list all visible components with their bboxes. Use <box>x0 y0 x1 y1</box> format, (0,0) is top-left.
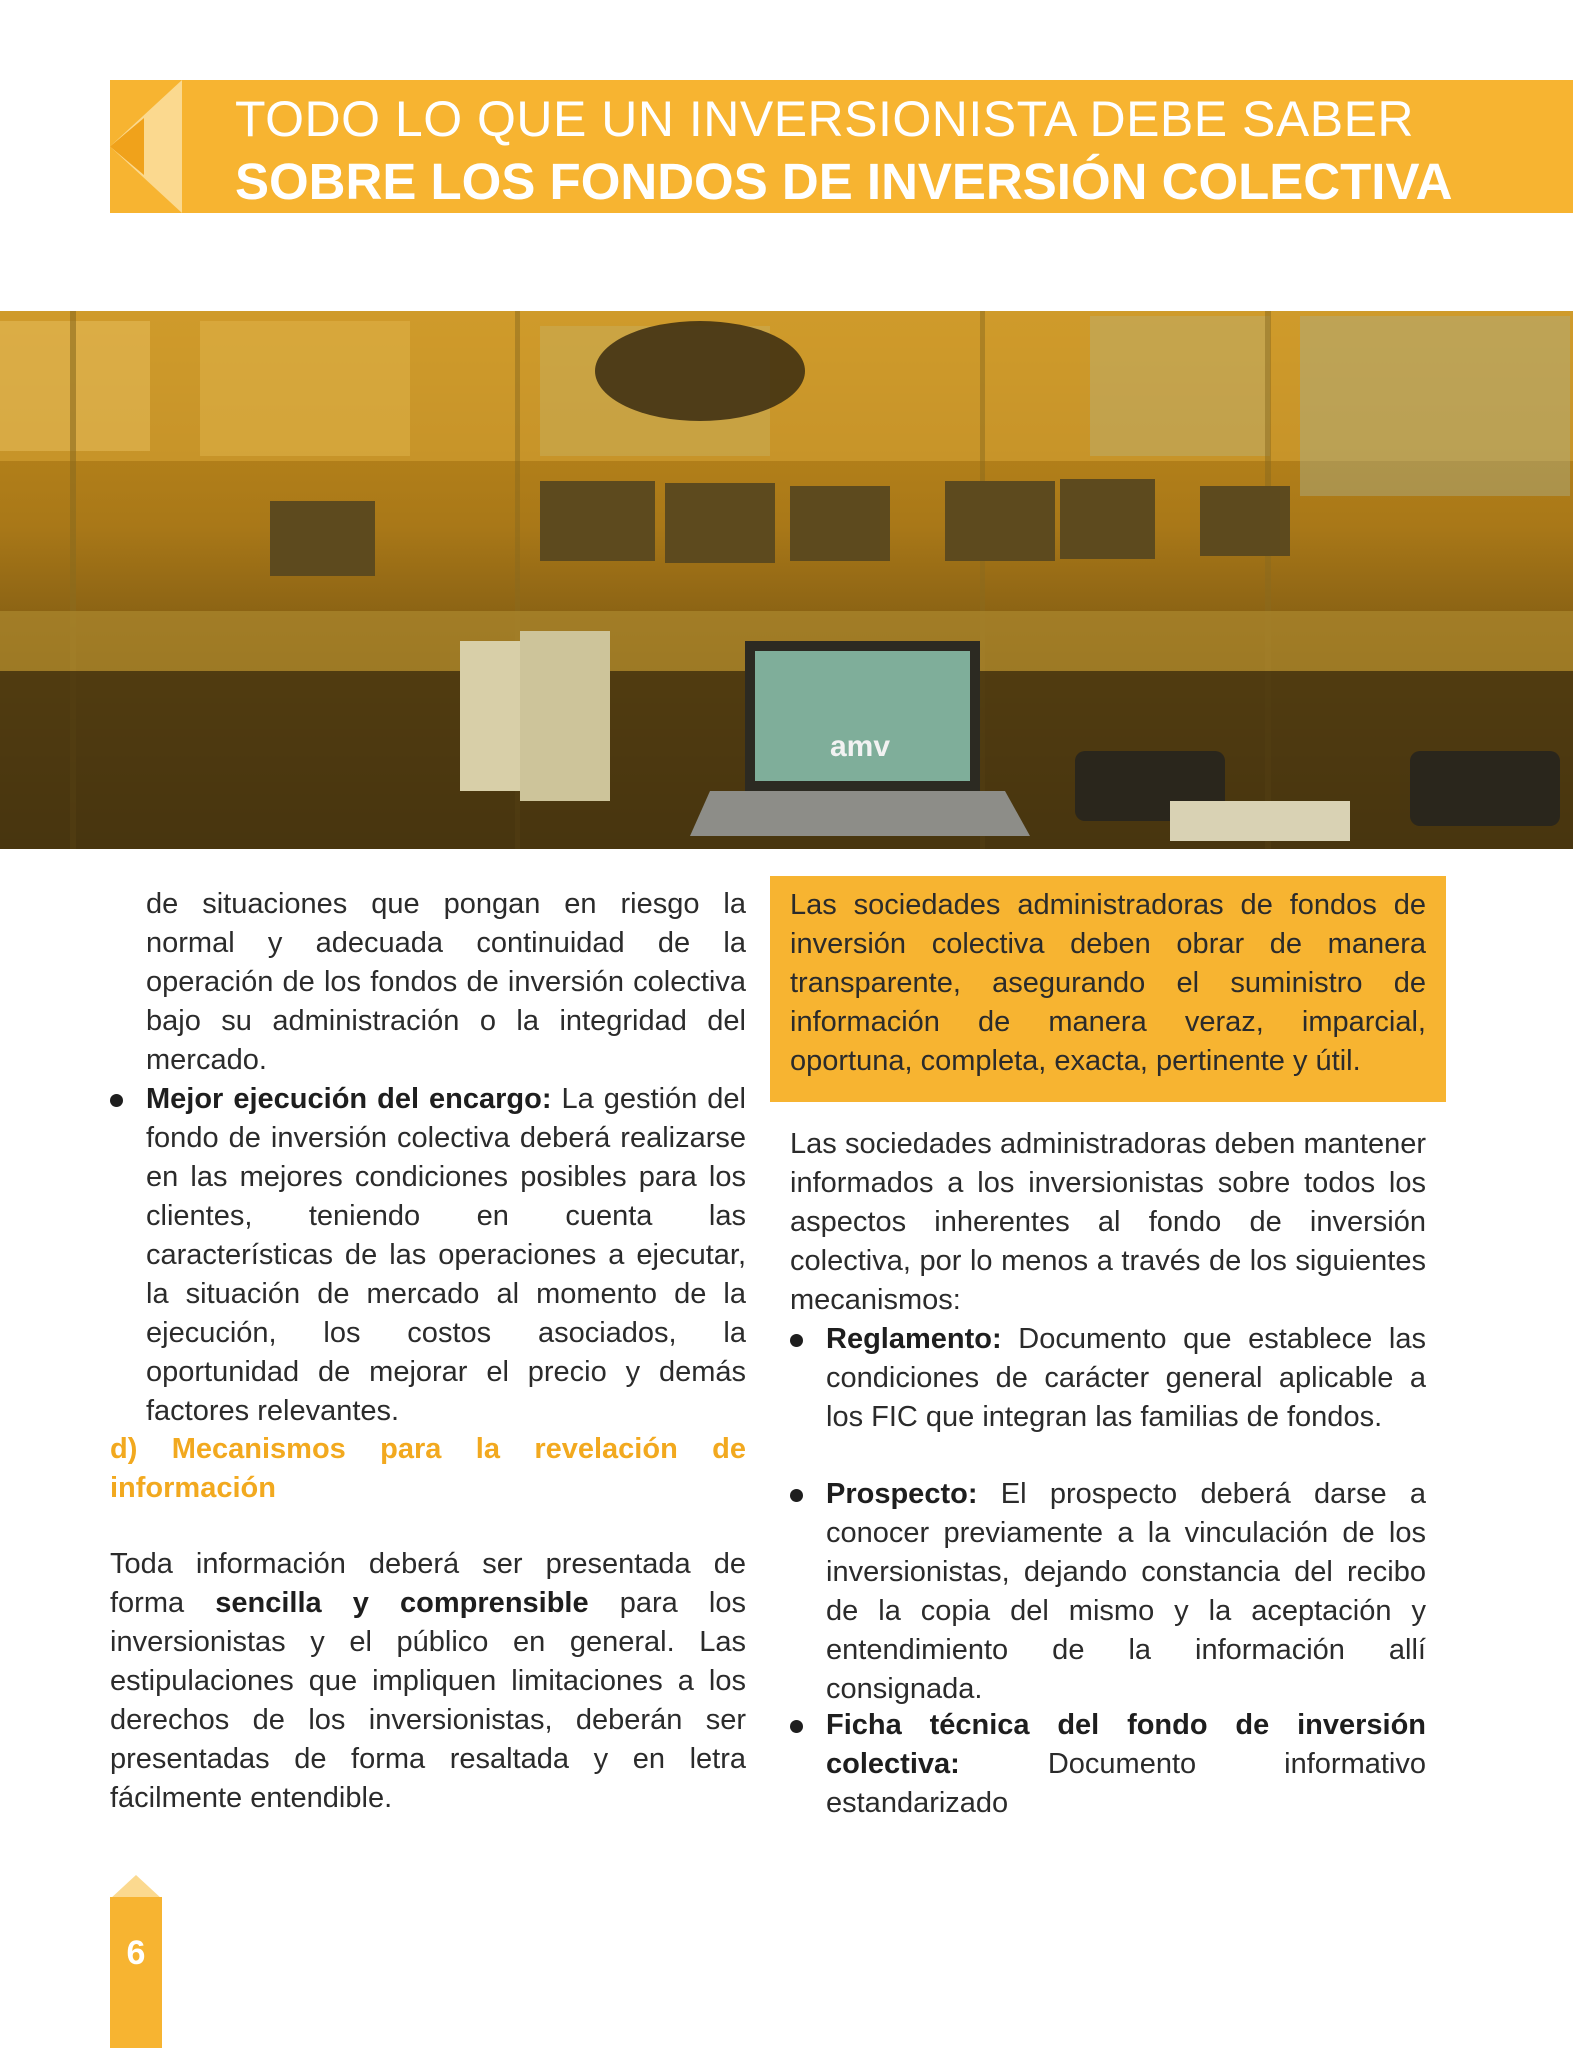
bullet-text: La gestión del fondo de inversión colectiva deberá realizarse en las mejores condiciones posibles para los clientes, teniendo en cuenta las características de las operaciones a ejecutar, la situación de mercado al momento de la ejecución, los costos asociados, la oportunidad de mejorar el precio y demás factores relevantes. <box>146 1083 746 1427</box>
bullet-term: Mejor ejecución del encargo: <box>146 1083 552 1115</box>
header-title-line2: SOBRE LOS FONDOS DE INVERSIÓN COLECTIVA <box>235 153 1453 210</box>
right-intro-paragraph-block <box>790 1125 1426 1320</box>
left-intro-paragraph-block <box>146 885 746 1080</box>
disclosure-paragraph-block <box>110 1545 746 1818</box>
right-intro-paragraph: Las sociedades administradoras deben mantener informados a los inversionistas sobre todos los aspectos inherentes al fondo de inversión colectiva, por lo menos a través de los siguientes mecanismos: <box>790 1128 1426 1316</box>
bullet-ficha-tecnica <box>826 1706 1426 1823</box>
bullet-dot <box>790 1720 803 1733</box>
bullet-dot <box>110 1094 123 1107</box>
laptop-screen-logo: amv <box>830 730 891 763</box>
bullet-text: Documento informativo estandarizado <box>826 1748 1426 1819</box>
bullet-term: Prospecto: <box>826 1478 978 1510</box>
bullet-text: Documento que establece las condiciones de carácter general aplicable a los FIC que integran las familias de fondos. <box>826 1323 1426 1433</box>
bullet-dot <box>790 1334 803 1347</box>
header-title-line1: TODO LO QUE UN INVERSIONISTA DEBE SABER <box>235 91 1415 147</box>
left-intro-paragraph: de situaciones que pongan en riesgo la normal y adecuada continuidad de la operación de los fondos de inversión colectiva bajo su administración o la integridad del mercado. <box>146 888 746 1076</box>
disclosure-text-part1: Toda información deberá ser presentada de forma <box>110 1548 746 1619</box>
bullet-dot <box>790 1489 803 1502</box>
bullet-term: Ficha técnica del fondo de inversión colectiva: <box>826 1709 1426 1780</box>
page-tab-tip <box>110 1875 162 1899</box>
bullet-term: Reglamento: <box>826 1323 1002 1355</box>
disclosure-paragraph <box>110 1545 746 1818</box>
bullet-prospecto <box>826 1475 1426 1709</box>
section-heading-block <box>110 1430 746 1508</box>
office-photo <box>0 311 1573 849</box>
disclosure-text-bold: sencilla y comprensible <box>215 1587 589 1619</box>
page-number: 6 <box>126 1934 146 1972</box>
office-photo-illustration <box>0 311 1573 849</box>
bullet-text: El prospecto deberá darse a conocer previamente a la vinculación de los inversionistas, dejando constancia del recibo de la copia del mismo y la aceptación y entendimiento de la información allí consignada. <box>826 1478 1426 1705</box>
bullet-best-execution <box>146 1080 746 1431</box>
section-heading: d) Mecanismos para la revelación de información <box>110 1433 746 1504</box>
bullet-reglamento <box>826 1320 1426 1437</box>
disclosure-text-part2: para los inversionistas y el público en general. Las estipulaciones que impliquen limitaciones a los derechos de los inversionistas, deberán ser presentadas de forma resaltada y en letra fácilmente entendible. <box>110 1587 747 1814</box>
highlight-box-text: Las sociedades administradoras de fondos de inversión colectiva deben obrar de manera transparente, asegurando el suministro de información de manera veraz, imparcial, oportuna, completa, exacta, pertinente y útil. <box>790 889 1426 1077</box>
